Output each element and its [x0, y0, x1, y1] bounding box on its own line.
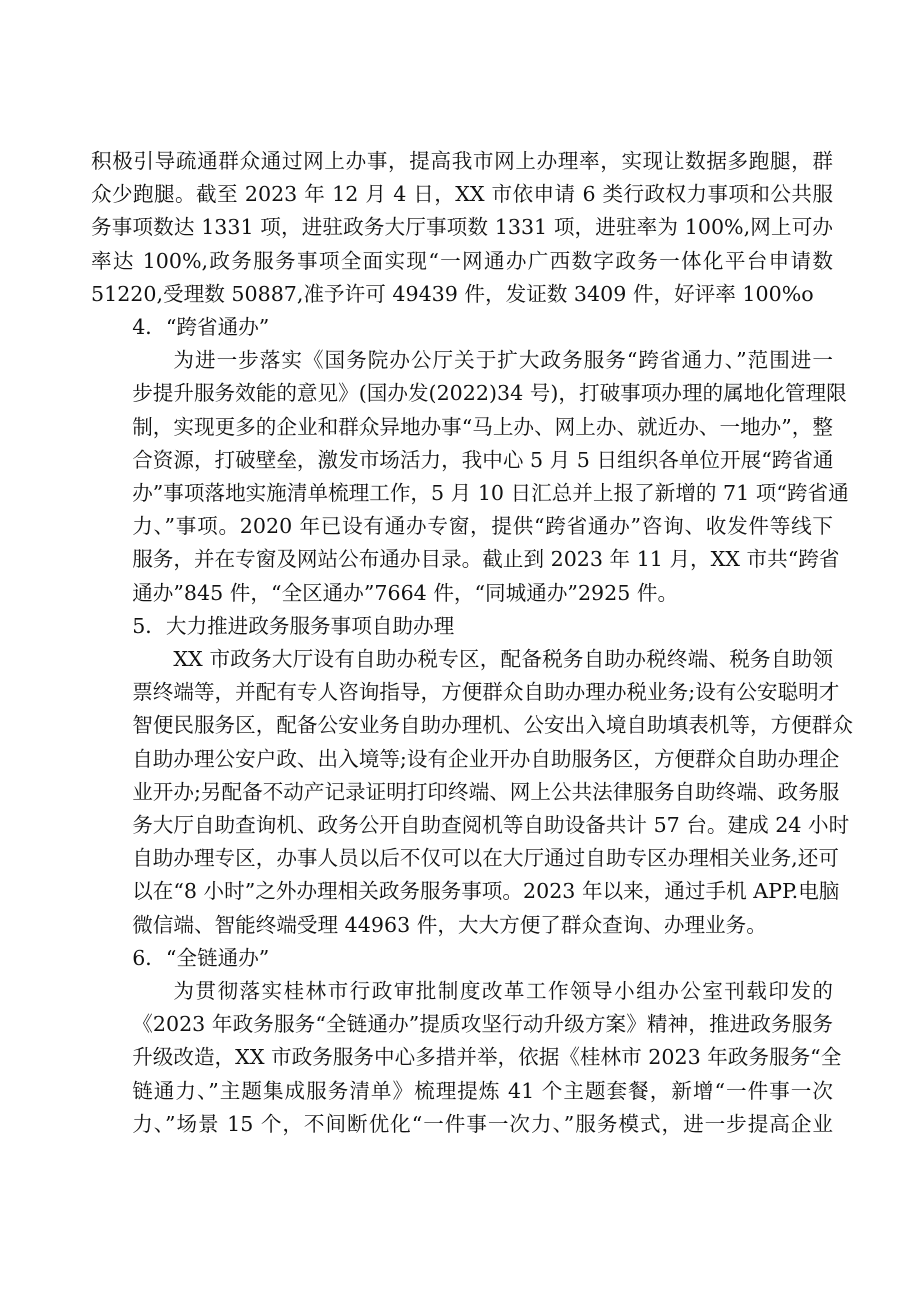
text-line: 务大厅自助查询机、政务公开自助查阅机等自助设备共计 57 台。建成 24 小时 [132, 813, 850, 838]
text-line: 制，实现更多的企业和群众异地办事“马上办、网上办、就近办、一地办”，整 [132, 414, 833, 439]
text-line: 服务，并在专窗及网站公布通办目录。截止到 2023 年 11 月，XX 市共“跨省 [132, 547, 840, 572]
text-line: 率达 100%,政务服务事项全面实现“一网通办广西数字政务一体化平台申请数 [91, 248, 833, 273]
text-line: 步提升服务效能的意见》(国办发(2022)34 号)，打破事项办理的属地化管理限 [132, 381, 847, 406]
text-line: XX 市政务大厅设有自助办税专区，配备税务自助办税终端、税务自助领 [173, 647, 833, 672]
text-line: 自助办理专区，办事人员以后不仅可以在大厅通过自助专区办理相关业务,还可 [132, 846, 839, 871]
paragraph-cross-province [91, 344, 849, 610]
text-line: 积极引导疏通群众通过网上办事，提高我市网上办理率，实现让数据多跑腿，群 [91, 149, 833, 173]
text-line: 链通力、”主题集成服务清单》梳理提炼 41 个主题套餐，新增“一件事一次 [132, 1078, 833, 1103]
text-line: 为进一步落实《国务院办公厅关于扩大政务服务“跨省通力、”范围进一 [173, 348, 833, 373]
text-line: 票终端等，并配有专人咨询指导，方便群众自助办理办税业务;设有公安聪明才 [132, 680, 840, 705]
text-line: 以在“8 小时”之外办理相关政务服务事项。2023 年以来，通过手机 APP.电脑 [132, 879, 840, 904]
text-line: 力、”场景 15 个，不间断优化“一件事一次力、”服务模式，进一步提高企业 [132, 1111, 833, 1136]
section-heading-full-chain: 6．“全链通办” [132, 945, 270, 970]
document-body [91, 145, 853, 1141]
text-line: 智便民服务区，配备公安业务自助办理机、公安出入境自助填表机等，方便群众 [132, 713, 853, 738]
text-line: 通办”845 件，“全区通办”7664 件，“同城通办”2925 件。 [132, 580, 679, 605]
text-line: 为贯彻落实桂林市行政审批制度改革工作领导小组办公室刊载印发的 [173, 979, 833, 1004]
text-line: 51220,受理数 50887,准予许可 49439 件，发证数 3409 件，好评率 100%o [91, 281, 814, 306]
text-line: 自助办理公安户政、出入境等;设有企业开办自助服务区，方便群众自助办理企 [132, 746, 840, 771]
paragraph-online-service [91, 145, 833, 311]
text-line: 合资源，打破壁垒，激发市场活力，我中心 5 月 5 日组织各单位开展“跨省通 [132, 447, 834, 472]
text-line: 务事项数达 1331 项，进驻政务大厅事项数 1331 项，进驻率为 100%,网上可办 [91, 215, 833, 240]
text-line: 《2023 年政务服务“全链通办”提质攻坚行动升级方案》精神，推进政务服务 [132, 1012, 833, 1037]
text-line: 力、”事项。2020 年已设有通办专窗，提供“跨省通办”咨询、收发件等线下 [132, 514, 833, 539]
paragraph-full-chain [91, 975, 842, 1141]
paragraph-self-service [91, 643, 853, 942]
text-line: 办”事项落地实施清单梳理工作，5 月 10 日汇总并上报了新增的 71 项“跨省通 [132, 481, 849, 506]
text-line: 业开办;另配备不动产记录证明打印终端、网上公共法律服务自助终端、政务服 [132, 779, 840, 804]
text-line: 升级改造，XX 市政务服务中心多措并举，依据《桂林市 2023 年政务服务“全 [132, 1045, 842, 1070]
section-heading-self-service: 5．大力推进政务服务事项自助办理 [132, 613, 455, 638]
text-line: 众少跑腿。截至 2023 年 12 月 4 日，XX 市依申请 6 类行政权力事项和公共服 [91, 182, 833, 207]
text-line: 微信端、智能终端受理 44963 件，大大方便了群众查询、办理业务。 [132, 912, 767, 937]
section-heading-cross-province: 4．“跨省通办” [132, 315, 270, 340]
